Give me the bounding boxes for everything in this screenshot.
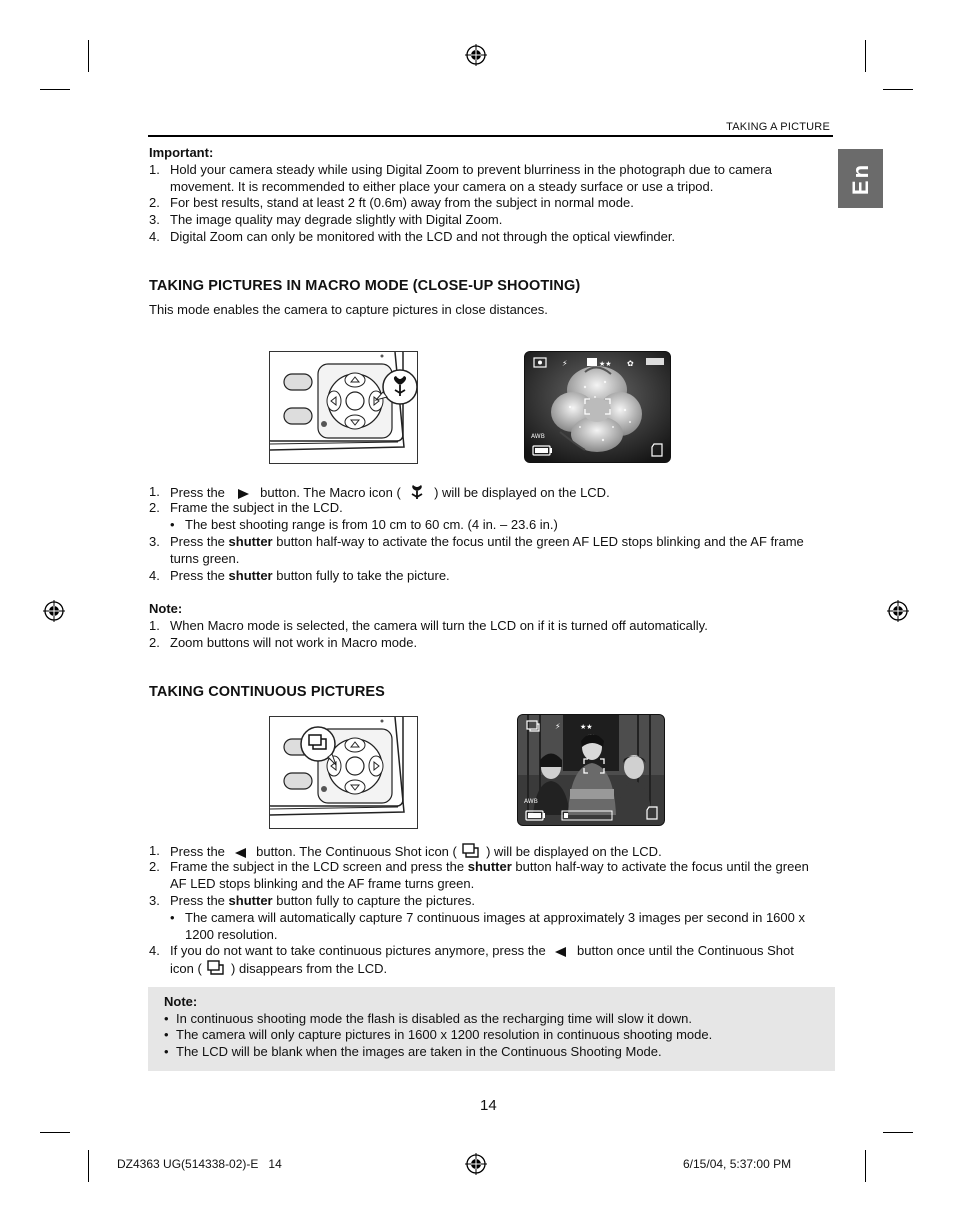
- language-tab: [838, 149, 883, 208]
- item-number: 1.: [149, 484, 160, 499]
- item-text: Hold your camera steady while using Digital Zoom to prevent blurriness in the photograph due to camera movement. It is recommended to either place your camera on a steady surface or use a tripod.: [170, 162, 772, 194]
- item-number: 1.: [149, 162, 160, 177]
- macro-step-3: [149, 534, 819, 568]
- continuous-step-2: [149, 859, 819, 893]
- continuous-note-label: Note:: [164, 994, 198, 1009]
- crop-mark: [40, 1132, 70, 1133]
- lcd-macro-screenshot: [525, 352, 670, 462]
- item-number: 3.: [149, 893, 160, 908]
- continuous-step-4: [149, 943, 819, 978]
- note-text: When Macro mode is selected, the camera will turn the LCD on if it is turned off automatically.: [170, 618, 708, 633]
- section-header: TAKING A PICTURE: [726, 121, 830, 133]
- step-text: ) will be displayed on the LCD.: [434, 485, 610, 500]
- language-tab-label: En: [847, 162, 873, 195]
- svg-text:AWB: AWB: [524, 798, 538, 805]
- crop-mark: [865, 40, 866, 72]
- footer-file-info: DZ4363 UG(514338-02)-E 14: [117, 1157, 282, 1171]
- crop-mark: [40, 89, 70, 90]
- bullet-dot: •: [164, 1044, 169, 1059]
- item-text: The image quality may degrade slightly with Digital Zoom.: [170, 212, 503, 227]
- step-text: button. The Continuous Shot icon (: [256, 844, 457, 859]
- note-text: The LCD will be blank when the images are taken in the Continuous Shooting Mode.: [176, 1044, 662, 1059]
- bullet-dot: •: [170, 517, 175, 532]
- step-text: button half-way to activate the focus until the green AF LED stops blinking and the AF frame turns green.: [170, 534, 804, 566]
- step-text: button fully to capture the pictures.: [276, 893, 475, 908]
- item-number: 4.: [149, 943, 160, 958]
- bullet-dot: •: [164, 1011, 169, 1026]
- lcd-macro-screen-figure: [524, 351, 671, 463]
- step-text: Press the: [170, 844, 225, 859]
- header-rule: [148, 135, 833, 137]
- list-item: [149, 229, 819, 246]
- continuous-heading: TAKING CONTINUOUS PICTURES: [149, 684, 385, 700]
- macro-step-4: [149, 568, 819, 585]
- item-number: 1.: [149, 843, 160, 858]
- note-text: The camera will only capture pictures in 1600 x 1200 resolution in continuous shooting mode.: [176, 1027, 713, 1042]
- macro-bullet: [170, 517, 820, 534]
- important-label: Important:: [149, 145, 214, 160]
- svg-text:AWB: AWB: [531, 433, 545, 440]
- bullet-dot: •: [164, 1027, 169, 1042]
- svg-text:★★: ★★: [599, 360, 612, 368]
- item-number: 2.: [149, 500, 160, 515]
- item-text: Digital Zoom can only be monitored with the LCD and not through the optical viewfinder.: [170, 229, 676, 244]
- registration-mark-icon: [465, 1153, 487, 1175]
- shutter-term: shutter: [228, 534, 273, 549]
- step-text: Press the: [170, 534, 225, 549]
- lcd-continuous-screen-figure: [517, 714, 665, 826]
- registration-mark-icon: [887, 600, 909, 622]
- continuous-step-3: [149, 893, 819, 910]
- continuous-bullet: [170, 910, 810, 944]
- macro-note-item: [149, 618, 819, 635]
- bullet-text: The best shooting range is from 10 cm to 60 cm. (4 in. – 23.6 in.): [185, 517, 558, 532]
- note-bullet: [164, 1027, 824, 1044]
- macro-note-label: Note:: [149, 601, 183, 616]
- right-arrow-button-icon: [233, 488, 253, 500]
- item-number: 2.: [149, 635, 160, 650]
- note-text: In continuous shooting mode the flash is disabled as the recharging time will slow it down.: [176, 1011, 692, 1026]
- continuous-shot-icon: [461, 843, 481, 859]
- svg-text:⚡: ⚡: [555, 722, 561, 731]
- step-text: If you do not want to take continuous pictures anymore, press the: [170, 943, 546, 958]
- left-arrow-button-icon: [553, 946, 569, 958]
- step-text: button fully to take the picture.: [276, 568, 450, 583]
- macro-note-item: [149, 635, 819, 652]
- registration-mark-icon: [43, 600, 65, 622]
- lcd-continuous-screenshot: [518, 715, 664, 825]
- item-number: 3.: [149, 534, 160, 549]
- shutter-term: shutter: [228, 568, 273, 583]
- svg-text:⚡: ⚡: [562, 359, 568, 368]
- step-text: Press the: [170, 893, 225, 908]
- step-text: Press the: [170, 568, 225, 583]
- list-item: [149, 195, 819, 212]
- macro-intro: This mode enables the camera to capture pictures in close distances.: [149, 302, 548, 317]
- macro-heading: TAKING PICTURES IN MACRO MODE (CLOSE-UP SHOOTING): [149, 278, 581, 294]
- step-text: ) will be displayed on the LCD.: [486, 844, 662, 859]
- camera-back-illustration: [270, 717, 417, 828]
- page-number: 14: [480, 1097, 497, 1114]
- shutter-term: shutter: [228, 893, 273, 908]
- step-text: ) disappears from the LCD.: [231, 960, 388, 976]
- crop-mark: [88, 40, 89, 72]
- bullet-text: The camera will automatically capture 7 continuous images at approximately 3 images per second in 1600 x 1200 resolution.: [185, 910, 805, 942]
- camera-buttons-macro-figure: [269, 351, 418, 464]
- note-bullet: [164, 1011, 824, 1028]
- item-number: 3.: [149, 212, 160, 227]
- item-number: 2.: [149, 195, 160, 210]
- step-text: button once until the Continuous Shot icon (: [170, 943, 794, 976]
- macro-icon: [408, 484, 426, 500]
- step-text: button half-way to activate the focus until the green AF LED stops blinking and the AF frame turns green.: [170, 859, 809, 891]
- item-number: 2.: [149, 859, 160, 874]
- crop-mark: [883, 89, 913, 90]
- item-number: 4.: [149, 568, 160, 583]
- step-text: button. The Macro icon (: [260, 485, 401, 500]
- note-bullet: [164, 1044, 824, 1061]
- crop-mark: [88, 1150, 89, 1182]
- shutter-term: shutter: [467, 859, 512, 874]
- step-text: Frame the subject in the LCD screen and press the: [170, 859, 465, 874]
- svg-text:★★: ★★: [580, 723, 593, 731]
- note-text: Zoom buttons will not work in Macro mode.: [170, 635, 418, 650]
- item-text: For best results, stand at least 2 ft (0.6m) away from the subject in normal mode.: [170, 195, 634, 210]
- footer-timestamp: 6/15/04, 5:37:00 PM: [683, 1157, 792, 1171]
- camera-back-illustration: [270, 352, 417, 463]
- item-number: 1.: [149, 618, 160, 633]
- bullet-dot: •: [170, 910, 175, 925]
- step-text: Press the: [170, 485, 225, 500]
- list-item: [149, 212, 819, 229]
- continuous-shot-icon: [206, 960, 226, 976]
- camera-buttons-continuous-figure: [269, 716, 418, 829]
- step-text: Frame the subject in the LCD.: [170, 500, 343, 515]
- item-number: 4.: [149, 229, 160, 244]
- svg-text:✿: ✿: [627, 359, 634, 368]
- continuous-note-box: [148, 987, 835, 1071]
- left-arrow-button-icon: [233, 847, 249, 859]
- macro-step-2: [149, 500, 819, 517]
- crop-mark: [865, 1150, 866, 1182]
- registration-mark-icon: [465, 44, 487, 66]
- crop-mark: [883, 1132, 913, 1133]
- list-item: [149, 162, 819, 196]
